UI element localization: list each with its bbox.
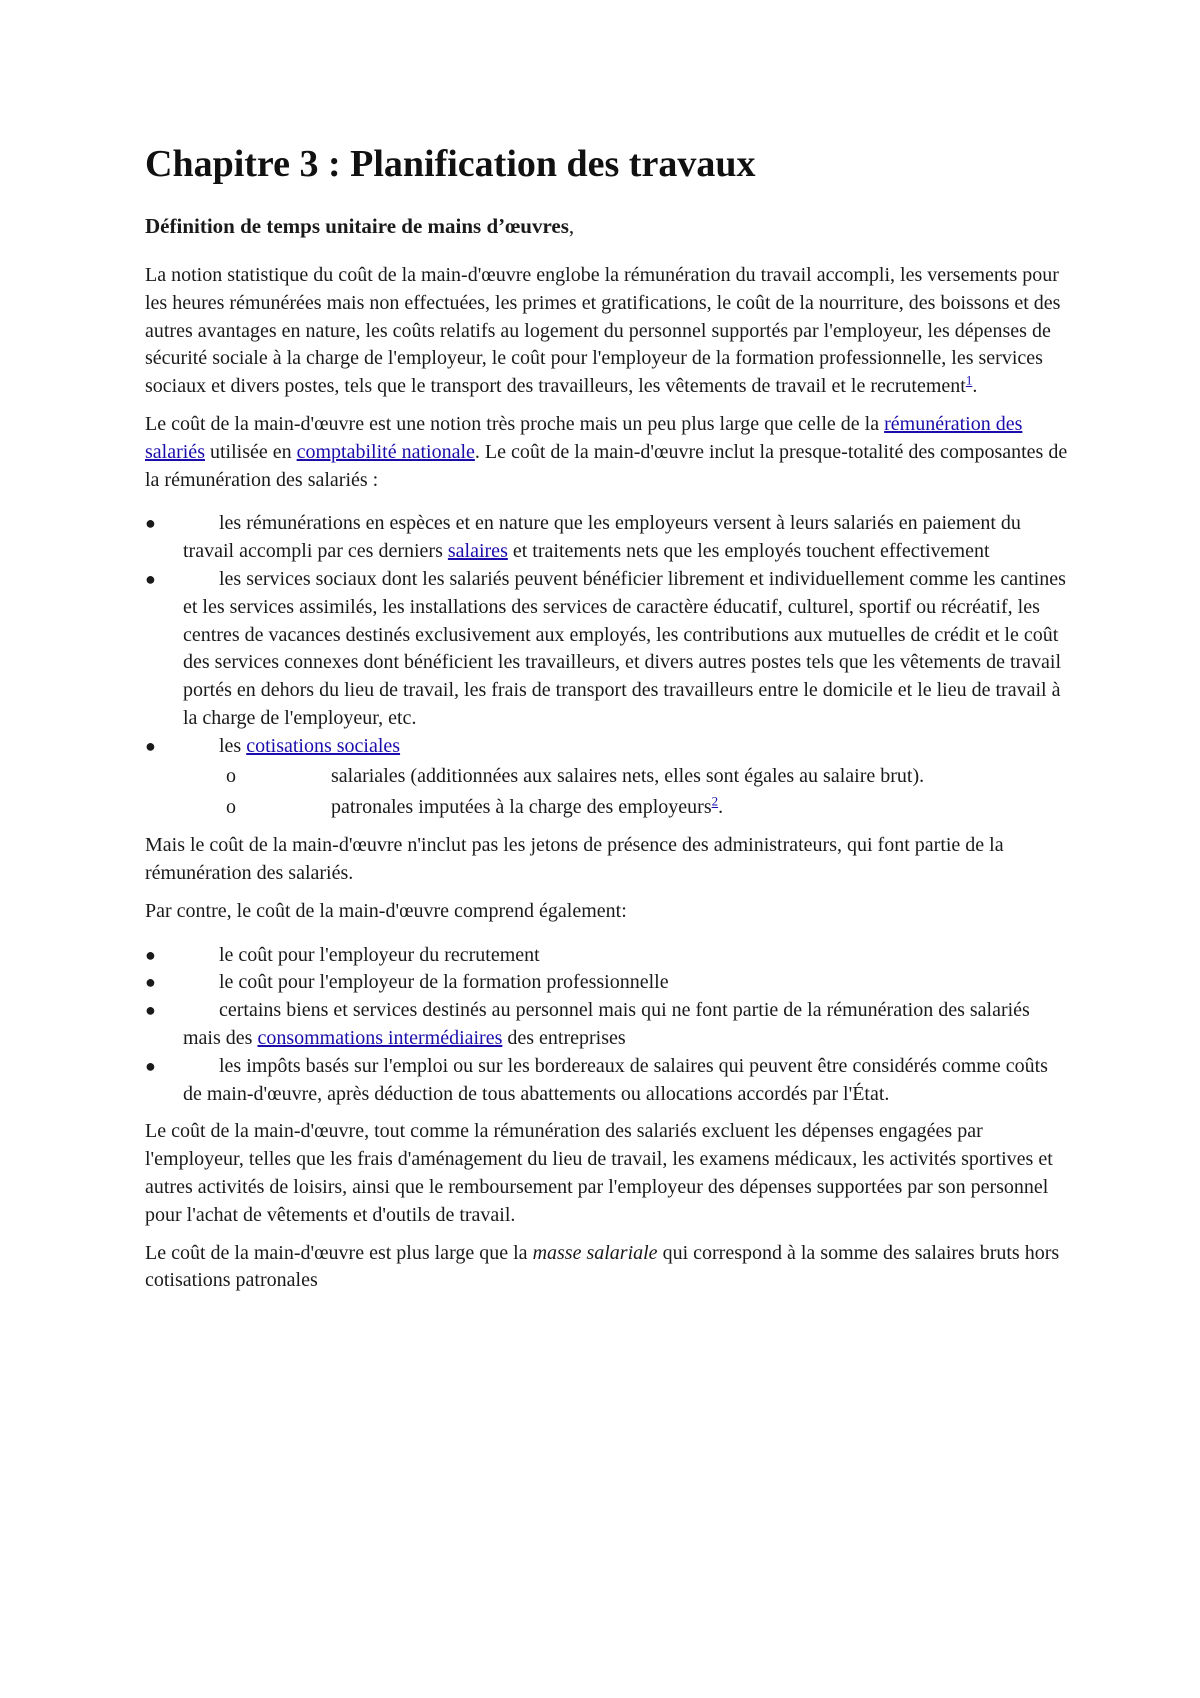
footnote-link-2[interactable]: 2 — [711, 793, 719, 809]
sub-list-item-end: . — [718, 796, 724, 819]
document-page — [145, 140, 1070, 1305]
list-item — [145, 969, 1070, 997]
paragraph-comparison-before: Le coût de la main-d'œuvre est une notion très proche mais un peu plus large que celle de la — [145, 412, 885, 435]
list-item — [145, 942, 1070, 970]
list-item-text: les services sociaux dont les salariés peuvent bénéficier librement et individuellement comme les cantines et les services assimilés, les installations des services de caractère éducatif, culturel, sportif ou récréatif, les centres de vacances destinés exclusivement aux employés, les contributions aux mutuelles de crédit et le coût des services connexes dont bénéficient les travailleurs, et divers autres postes tels que les vêtements de travail portés en dehors du lieu de travail, les frais de transport des travailleurs entre le domicile et le lieu de travail à la charge de l'employeur, etc. — [183, 567, 1066, 729]
link-salaires[interactable]: salaires — [447, 540, 508, 563]
circle-bullet-icon: o — [226, 796, 236, 819]
section-heading-text: Définition de temps unitaire de mains d’œuvres — [145, 214, 569, 238]
bullet-icon: ● — [145, 735, 156, 756]
list-item-text: certains biens et services destinés au personnel mais qui ne font partie de la rémunération des salariés mais des — [183, 999, 1030, 1049]
paragraph-masse-salariale-after: qui correspond à la somme des salaires bruts hors cotisations patronales — [145, 1241, 1060, 1292]
paragraph-comparison-middle: utilisée en — [204, 440, 297, 463]
link-cotisations-sociales[interactable]: cotisations sociales — [246, 734, 401, 757]
paragraph-definition — [145, 262, 1070, 401]
section-heading — [145, 212, 1070, 240]
list-item-text: les rémunérations en espèces et en nature que les employeurs versent à leurs salariés en paiement du travail accompli par ces derniers — [183, 512, 1021, 563]
sub-list-item-text: salariales (additionnées aux salaires nets, elles sont égales au salaire brut). — [331, 764, 925, 787]
paragraph-inclusion-intro: Par contre, le coût de la main-d'œuvre comprend également: — [145, 899, 627, 922]
list-item — [145, 566, 1070, 733]
inclusion-list — [145, 942, 1070, 1109]
list-item-text: les impôts basés sur l'emploi ou sur les bordereaux de salaires qui peuvent être considérés comme coûts de main-d'œuvre, après déduction de tous abattements ou allocations accordés par l'État. — [183, 1054, 1048, 1105]
components-list — [145, 510, 1070, 822]
link-consommations-intermediaires[interactable]: consommations intermédiaires — [257, 1026, 503, 1049]
paragraph-definition-text: La notion statistique du coût de la main-d'œuvre englobe la rémunération du travail accompli, les versements pour les heures rémunérées mais non effectuées, les primes et gratifications, le coût de la nourriture, des boissons et des autres avantages en nature, les coûts relatifs au logement du personnel supportés par l'employeur, les dépenses de sécurité sociale à la charge de l'employeur, le coût pour l'employeur de la formation professionnelle, les services sociaux et divers postes, tels que le transport des travailleurs, les vêtements de travail et le recrutement — [145, 264, 1061, 398]
bullet-icon: ● — [145, 1055, 156, 1076]
list-item-text: les — [219, 734, 247, 757]
bullet-icon: ● — [145, 513, 156, 534]
paragraph-comparison — [145, 411, 1070, 494]
paragraph-comparison-after: . Le coût de la main-d'œuvre inclut la presque-totalité des composantes de la rémunération des salariés : — [145, 440, 1068, 491]
sub-list-item — [183, 763, 1070, 791]
list-item-text: le coût pour l'employeur du recrutement — [219, 943, 540, 966]
list-item — [145, 997, 1070, 1053]
paragraph-masse-salariale — [145, 1240, 1070, 1296]
term-masse-salariale: masse salariale — [532, 1241, 658, 1264]
list-item — [145, 733, 1070, 822]
sub-list-item — [183, 794, 1070, 822]
list-item-text: et traitements nets que les employés touchent effectivement — [507, 540, 990, 563]
bullet-icon: ● — [145, 972, 156, 993]
bullet-icon: ● — [145, 568, 156, 589]
paragraph-exclusions-expenses: Le coût de la main-d'œuvre, tout comme la rémunération des salariés excluent les dépenses engagées par l'employeur, telles que les frais d'aménagement du lieu de travail, les examens médicaux, les activités sportives et autres activités de loisirs, ainsi que le remboursement par l'employeur des dépenses supportées par son personnel pour l'achat de vêtements et d'outils de travail. — [145, 1120, 1053, 1226]
sub-list-item-text: patronales imputées à la charge des employeurs — [331, 796, 712, 819]
list-item-text: le coût pour l'employeur de la formation professionnelle — [219, 971, 669, 994]
link-comptabilite-nationale[interactable]: comptabilité nationale — [296, 440, 475, 463]
paragraph-masse-salariale-before: Le coût de la main-d'œuvre est plus large que la — [145, 1241, 533, 1264]
sub-list — [183, 763, 1070, 823]
list-item-text: des entreprises — [502, 1026, 626, 1049]
paragraph-exclusion: Mais le coût de la main-d'œuvre n'inclut pas les jetons de présence des administrateurs, qui font partie de la rémunération des salariés. — [145, 834, 1004, 884]
footnote-link-1[interactable]: 1 — [965, 372, 973, 388]
paragraph-definition-end: . — [972, 375, 978, 398]
bullet-icon: ● — [145, 1000, 156, 1021]
circle-bullet-icon: o — [226, 764, 236, 787]
page-title: Chapitre 3 : Planification des travaux — [145, 143, 756, 185]
section-heading-comma: , — [568, 214, 575, 238]
list-item — [145, 510, 1070, 566]
bullet-icon: ● — [145, 944, 156, 965]
link-remuneration-salaries[interactable]: rémunération des salariés — [145, 412, 1023, 463]
list-item — [145, 1053, 1070, 1109]
